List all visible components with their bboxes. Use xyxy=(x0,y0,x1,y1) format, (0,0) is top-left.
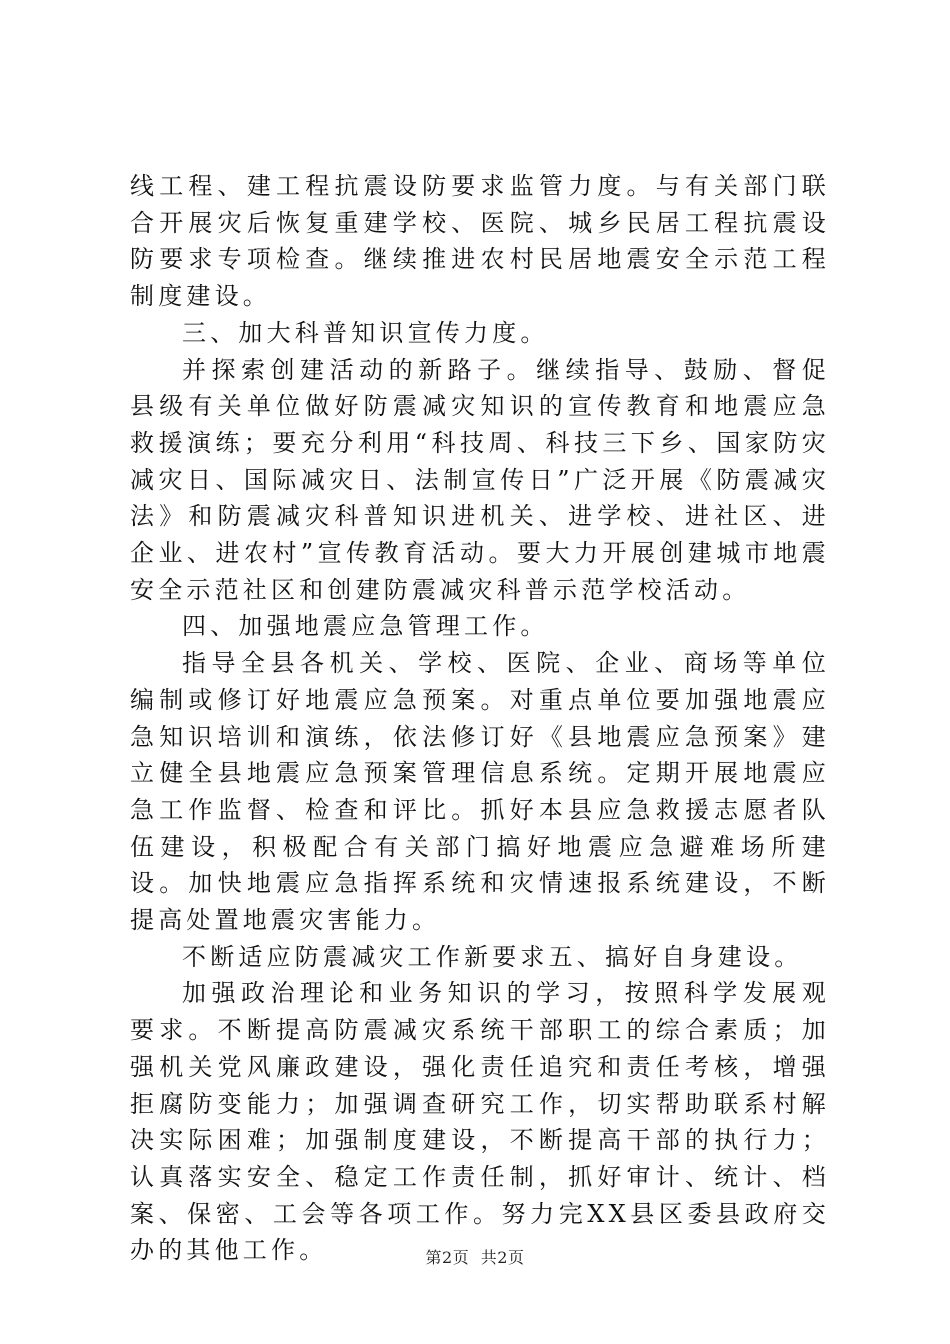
page-footer xyxy=(0,1245,950,1268)
section-heading-5: 不断适应防震减灾工作新要求五、搞好自身建设。 xyxy=(182,942,803,971)
page-total: 共2页 xyxy=(480,1248,525,1267)
section-heading-4: 四、加强地震应急管理工作。 xyxy=(182,612,549,641)
paragraph-3: 并探索创建活动的新路子。继续指导、鼓励、督促县级有关单位做好防震减灾知识的宣传教育和地震应急救援演练；要充分利用“科技周、科技三下乡、国家防灾减灾日、国际减灾日、法制宣传日”广泛开展《防震减灾法》和防震减灾科普知识进机关、进学校、进社区、进企业、进农村”宣传教育活动。要大力开展创建城市地震安全示范社区和创建防震减灾科普示范学校活动。 xyxy=(130,355,830,604)
document-body xyxy=(130,168,830,1269)
paragraph-5: 指导全县各机关、学校、医院、企业、商场等单位编制或修订好地震应急预案。对重点单位要加强地震应急知识培训和演练，依法修订好《县地震应急预案》建立健全县地震应急预案管理信息系统。定期开展地震应急工作监督、检查和评比。抓好本县应急救援志愿者队伍建设，积极配合有关部门搞好地震应急避难场所建设。加快地震应急指挥系统和灾情速报系统建设，不断提高处置地震灾害能力。 xyxy=(130,649,830,935)
paragraph-1: 线工程、建工程抗震设防要求监管力度。与有关部门联合开展灾后恢复重建学校、医院、城乡民居工程抗震设防要求专项检查。继续推进农村民居地震安全示范工程制度建设。 xyxy=(130,172,830,311)
page-number: 第2页 xyxy=(425,1248,470,1267)
paragraph-7: 加强政治理论和业务知识的学习，按照科学发展观要求。不断提高防震减灾系统干部职工的综合素质；加强机关党风廉政建设，强化责任追究和责任考核，增强拒腐防变能力；加强调查研究工作，切实帮助联系村解决实际困难；加强制度建设，不断提高干部的执行力；认真落实安全、稳定工作责任制，抓好审计、统计、档案、保密、工会等各项工作。努力完XX县区委县政府交办的其他工作。 xyxy=(130,979,830,1265)
section-heading-3: 三、加大科普知识宣传力度。 xyxy=(182,318,549,347)
